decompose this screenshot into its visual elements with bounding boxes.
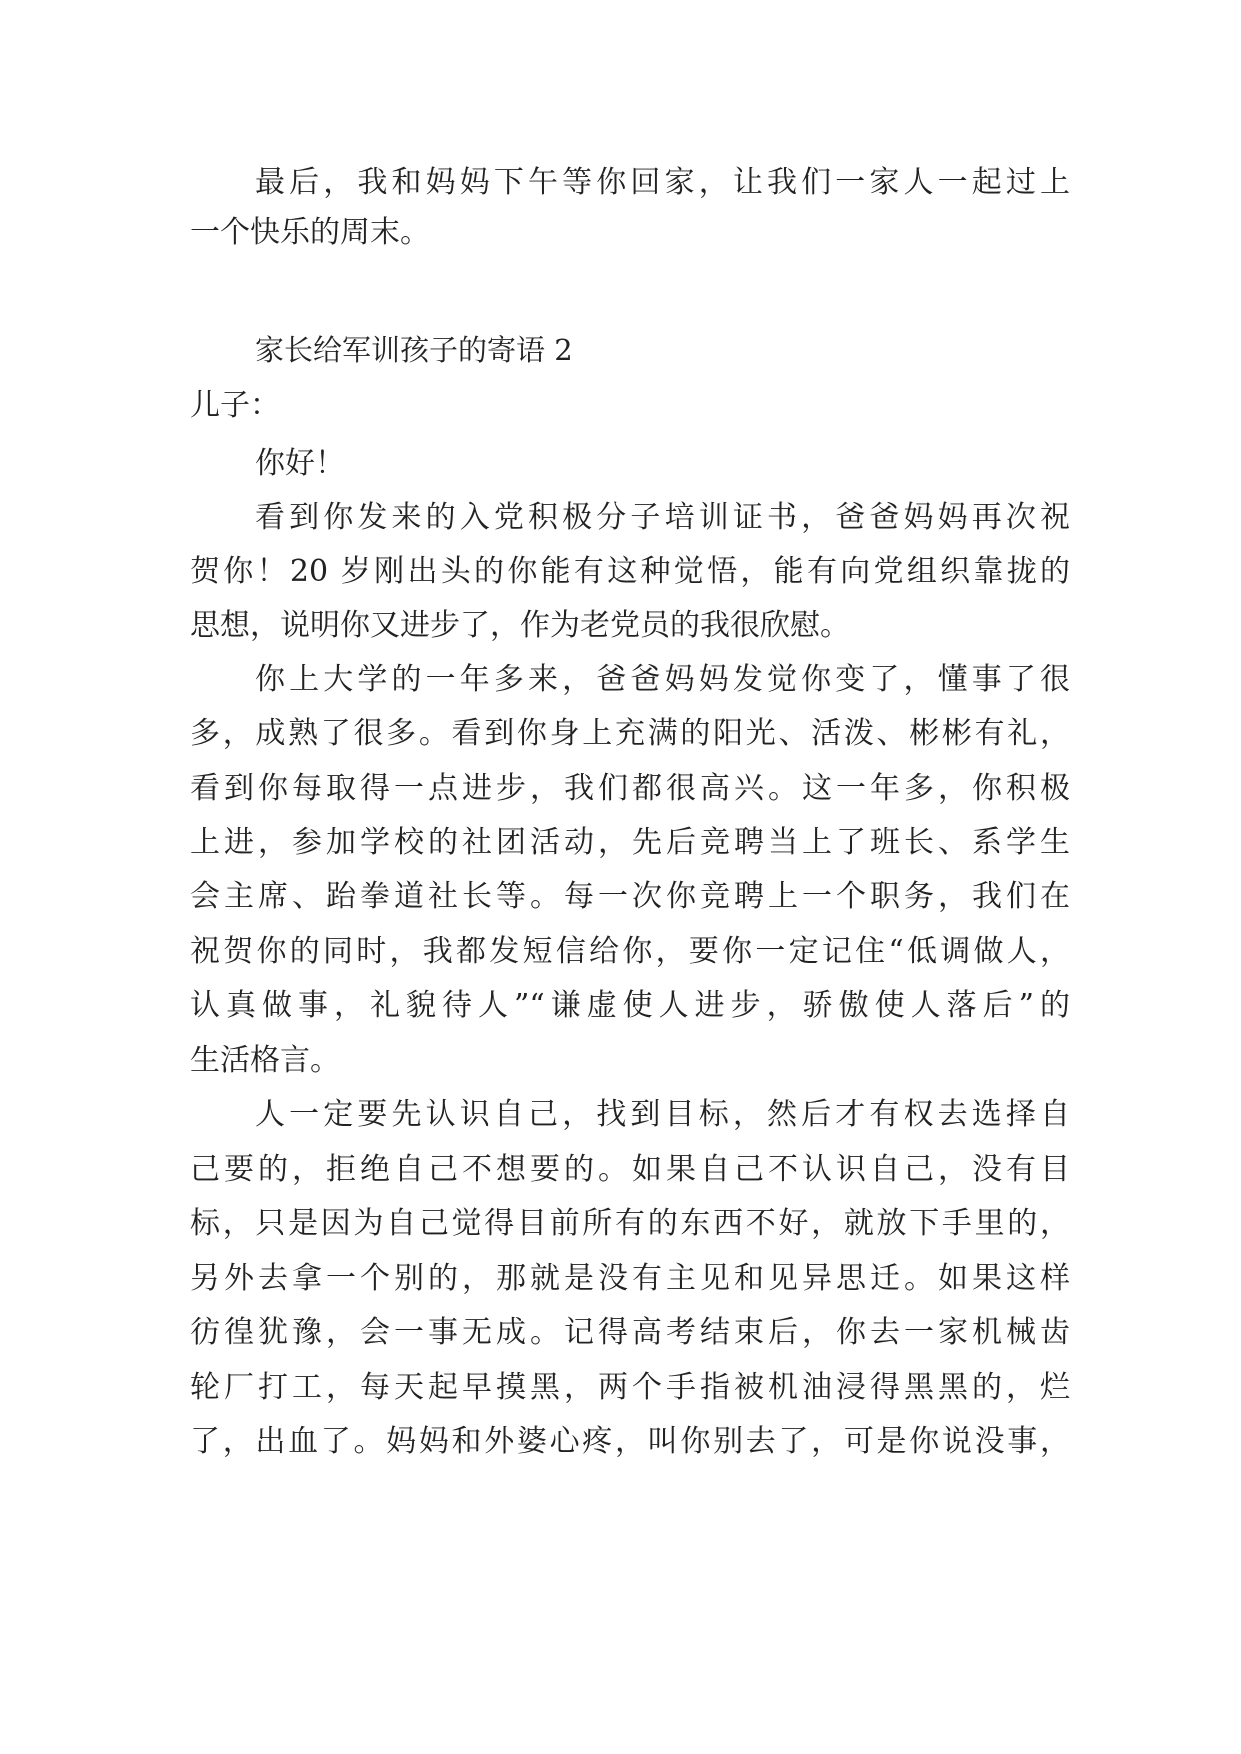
intro-line-2: 一个快乐的周末。 xyxy=(190,215,430,250)
para1-line-3: 思想，说明你又进步了，作为老党员的我很欣慰。 xyxy=(190,608,850,643)
para2-line-8: 生活格言。 xyxy=(190,1043,340,1078)
para2-line-2: 多，成熟了很多。看到你身上充满的阳光、活泼、彬彬有礼， xyxy=(190,716,1070,751)
para3-line-6: 轮厂打工，每天起早摸黑，两个手指被机油浸得黑黑的，烂 xyxy=(190,1370,1070,1405)
para3-line-7: 了，出血了。妈妈和外婆心疼，叫你别去了，可是你说没事， xyxy=(190,1424,1070,1459)
para2-line-1: 你上大学的一年多来，爸爸妈妈发觉你变了，懂事了很 xyxy=(255,662,1070,697)
para2-line-3: 看到你每取得一点进步，我们都很高兴。这一年多，你积极 xyxy=(190,771,1070,806)
para1-line-1: 看到你发来的入党积极分子培训证书，爸爸妈妈再次祝 xyxy=(255,500,1070,535)
intro-line-1: 最后，我和妈妈下午等你回家，让我们一家人一起过上 xyxy=(255,165,1070,200)
para3-line-2: 己要的，拒绝自己不想要的。如果自己不认识自己，没有目 xyxy=(190,1152,1070,1187)
para2-line-5: 会主席、跆拳道社长等。每一次你竞聘上一个职务，我们在 xyxy=(190,879,1070,914)
para3-line-4: 另外去拿一个别的，那就是没有主见和见异思迁。如果这样 xyxy=(190,1261,1070,1296)
para3-line-1: 人一定要先认识自己，找到目标，然后才有权去选择自 xyxy=(255,1097,1070,1132)
para3-line-3: 标，只是因为自己觉得目前所有的东西不好，就放下手里的， xyxy=(190,1206,1070,1241)
para1-line-2: 贺你！20 岁刚出头的你能有这种觉悟，能有向党组织靠拢的 xyxy=(190,554,1070,589)
para2-line-7: 认真做事，礼貌待人”“谦虚使人进步，骄傲使人落后”的 xyxy=(190,988,1070,1023)
para2-line-6: 祝贺你的同时，我都发短信给你，要你一定记住“低调做人， xyxy=(190,934,1070,969)
salutation: 儿子： xyxy=(190,388,280,423)
section-title: 家长给军训孩子的寄语 2 xyxy=(255,333,573,367)
para2-line-4: 上进，参加学校的社团活动，先后竞聘当上了班长、系学生 xyxy=(190,825,1070,860)
greeting: 你好！ xyxy=(255,446,345,481)
para3-line-5: 彷徨犹豫，会一事无成。记得高考结束后，你去一家机械齿 xyxy=(190,1315,1070,1350)
